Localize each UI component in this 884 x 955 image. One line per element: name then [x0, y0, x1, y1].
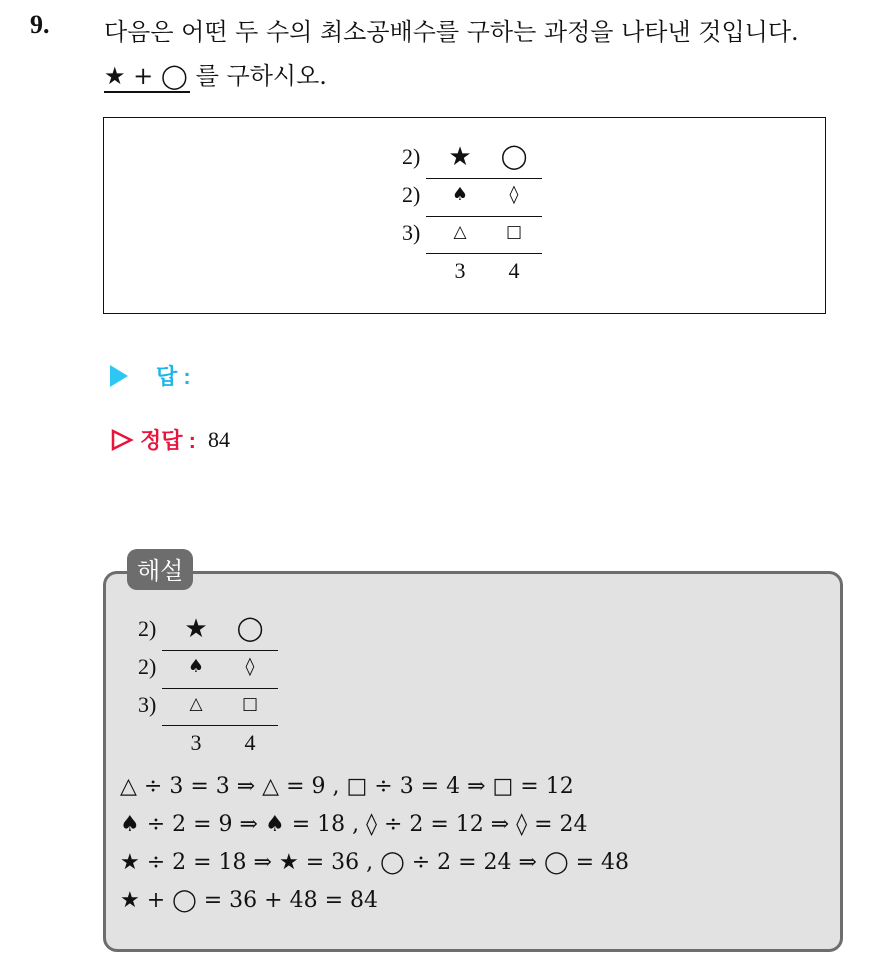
question-instruction: [104, 56, 327, 93]
star-symbol: ★: [184, 614, 208, 644]
quotient-left: 3: [190, 730, 202, 755]
play-icon: [110, 365, 128, 387]
circle-symbol: ◯: [236, 614, 264, 642]
correct-answer-label: 정답 :: [140, 428, 196, 453]
star-symbol: ★: [448, 142, 472, 172]
ladder-divisor: 3): [402, 220, 421, 245]
outline-triangle-icon: [110, 428, 134, 452]
diamond-symbol: ◊: [509, 184, 519, 205]
explanation-ladder: [138, 612, 298, 762]
triangle-symbol: △: [453, 222, 467, 242]
instruction-suffix: 를 구하시오.: [195, 62, 327, 90]
question-number: 9.: [30, 10, 50, 39]
square-symbol: □: [241, 694, 259, 714]
spade-symbol: ♠: [451, 184, 469, 205]
spade-symbol: ♠: [187, 656, 205, 677]
explanation-tag: 해설: [127, 549, 193, 590]
diamond-symbol: ◊: [245, 656, 255, 677]
square-symbol: □: [505, 222, 523, 242]
triangle-symbol: △: [189, 694, 203, 714]
answer-row: [110, 360, 191, 391]
quotient-right: 4: [508, 258, 520, 283]
ladder-divisor: 2): [138, 654, 157, 679]
equation-line: △ ÷ 3 = 3 ⇒ △ = 9 , □ ÷ 3 = 4 ⇒ □ = 12: [120, 774, 574, 799]
division-ladder: [402, 140, 562, 290]
quotient-right: 4: [244, 730, 256, 755]
target-expression: ★ + ◯: [104, 62, 190, 93]
equation-line: ★ ÷ 2 = 18 ⇒ ★ = 36 , ◯ ÷ 2 = 24 ⇒ ◯ = 48: [120, 850, 629, 875]
correct-answer-row: [110, 424, 230, 455]
circle-symbol: ◯: [500, 142, 528, 170]
equation-line: ★ + ◯ = 36 + 48 = 84: [120, 888, 379, 913]
correct-answer-value: 84: [207, 426, 230, 452]
ladder-divisor: 2): [402, 144, 421, 169]
ladder-divisor: 2): [138, 616, 157, 641]
question-text: 다음은 어떤 두 수의 최소공배수를 구하는 과정을 나타낸 것입니다.: [104, 18, 799, 46]
answer-label: 답 :: [156, 364, 191, 389]
quotient-left: 3: [454, 258, 466, 283]
ladder-divisor: 2): [402, 182, 421, 207]
ladder-divisor: 3): [138, 692, 157, 717]
equation-line: ♠ ÷ 2 = 9 ⇒ ♠ = 18 , ◊ ÷ 2 = 12 ⇒ ◊ = 24: [120, 812, 588, 837]
